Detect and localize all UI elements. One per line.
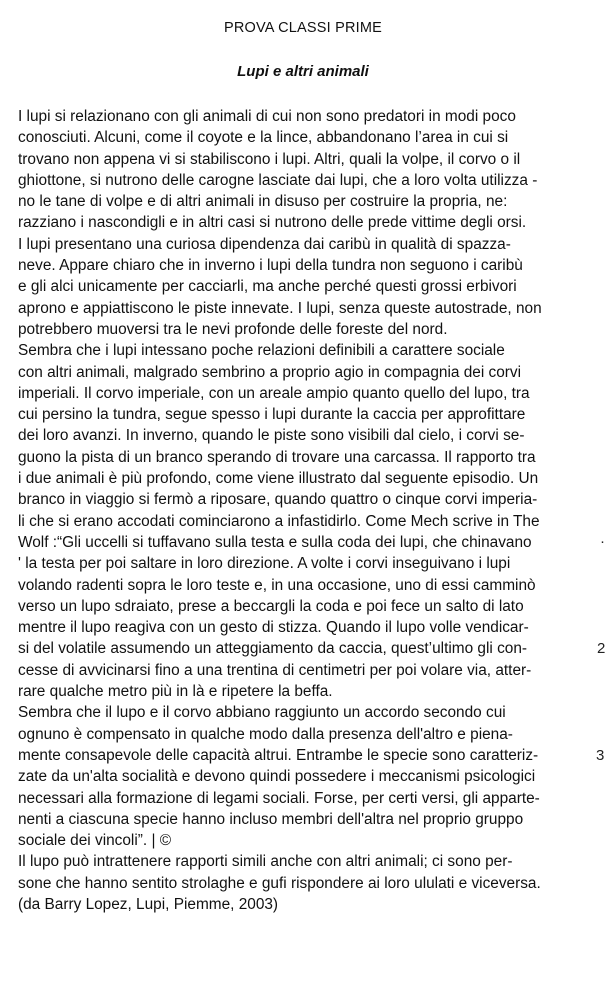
text-line: Wolf :“Gli uccelli si tuffavano sulla testa e sulla coda dei lupi, che chinavano	[18, 533, 532, 551]
edge-mark: 3	[596, 747, 605, 764]
text-line: no le tane di volpe e di altri animali in disuso per costruire la propria, ne:	[18, 193, 508, 211]
text-line: sone che hanno sentito strolaghe e gufi rispondere ai loro ululati e viceversa.	[18, 874, 541, 892]
text-line: ' la testa per poi saltare in loro direzione. A volte i corvi inseguivano i lupi	[18, 555, 511, 573]
text-line: zate da un'alta socialità e devono quindi possedere i meccanismi psicologici	[18, 768, 536, 786]
text-line: imperiali. Il corvo imperiale, con un areale ampio quanto quello del lupo, tra	[18, 384, 530, 402]
text-line: razziano i nascondigli e in altri casi si nutrono delle prede vittime degli orsi.	[18, 214, 527, 232]
text-line: nenti a ciascuna specie hanno incluso membri dell'altra nel proprio gruppo	[18, 810, 524, 828]
text-line: verso un lupo sdraiato, prese a beccargli la coda e poi fece un salto di lato	[18, 597, 524, 615]
text-line: sociale dei vincoli”. | ©	[18, 832, 172, 850]
edge-mark: ·	[600, 533, 605, 550]
text-line: conosciuti. Alcuni, come il coyote e la lince, abbandonano l’area in cui si	[18, 129, 509, 147]
text-line: cui persino la tundra, segue spesso i lupi durante la caccia per approfittare	[18, 406, 526, 424]
text-line: mentre il lupo reagiva con un gesto di stizza. Quando il lupo volle vendicar-	[18, 619, 529, 637]
text-line: i due animali è più profondo, come viene illustrato dal seguente episodio. Un	[18, 470, 539, 488]
text-line: potrebbero muoversi tra le nevi profonde delle foreste del nord.	[18, 320, 448, 338]
body-text	[18, 106, 606, 915]
text-line: dei loro avanzi. In inverno, quando le piste sono visibili dal cielo, i corvi se-	[18, 427, 525, 445]
text-line: mente consapevole delle capacità altrui. Entrambe le specie sono caratteriz-	[18, 746, 539, 764]
citation: (da Barry Lopez, Lupi, Piemme, 2003)	[18, 895, 279, 913]
text-line: e gli alci unicamente per cacciarli, ma anche perché questi grossi erbivori	[18, 278, 517, 296]
text-line: neve. Appare chiaro che in inverno i lupi della tundra non seguono i caribù	[18, 257, 523, 275]
text-line: I lupi si relazionano con gli animali di cui non sono predatori in modi poco	[18, 108, 516, 125]
text-line: Sembra che i lupi intessano poche relazioni definibili a carattere sociale	[18, 342, 505, 360]
page-title: Lupi e altri animali	[237, 63, 369, 80]
test-header: PROVA CLASSI PRIME	[223, 20, 383, 36]
text-line: guono la pista di un branco sperando di trovare una carcassa. Il rapporto tra	[18, 448, 536, 466]
text-line: I lupi presentano una curiosa dipendenza dai caribù in qualità di spazza-	[18, 235, 511, 253]
text-line: aprono e appiattiscono le piste innevate. I lupi, senza queste autostrade, non	[18, 299, 542, 317]
text-line: branco in viaggio si fermò a riposare, quando quattro o cinque corvi imperia-	[18, 491, 538, 509]
edge-mark: 2	[597, 640, 606, 657]
text-line: cesse di avvicinarsi fino a una trentina di centimetri per poi volare via, atter-	[18, 661, 532, 679]
text-line: ognuno è compensato in qualche modo dalla presenza dell'altro e piena-	[18, 725, 513, 743]
text-line: trovano non appena vi si stabiliscono i lupi. Altri, quali la volpe, il corvo o il	[18, 150, 521, 168]
text-line: ghiottone, si nutrono delle carogne lasciate dai lupi, che a loro volta utilizza -	[18, 171, 538, 189]
text-line: Sembra che il lupo e il corvo abbiano raggiunto un accordo secondo cui	[18, 704, 506, 722]
text-line: si del volatile assumendo un atteggiamento da caccia, quest’ultimo gli con-	[18, 640, 528, 658]
text-line: necessari alla formazione di legami sociali. Forse, per certi versi, gli apparte-	[18, 789, 540, 807]
text-line: con altri animali, malgrado sembrino a proprio agio in compagnia dei corvi	[18, 363, 522, 381]
text-line: volando radenti sopra le loro teste e, in una occasione, uno di essi camminò	[18, 576, 536, 594]
text-line: Il lupo può intrattenere rapporti simili anche con altri animali; ci sono per-	[18, 853, 513, 871]
text-line: li che si erano accodati cominciarono a infastidirlo. Come Mech scrive in The	[18, 512, 540, 530]
text-line: rare qualche metro più in là e ripetere la beffa.	[18, 683, 333, 701]
